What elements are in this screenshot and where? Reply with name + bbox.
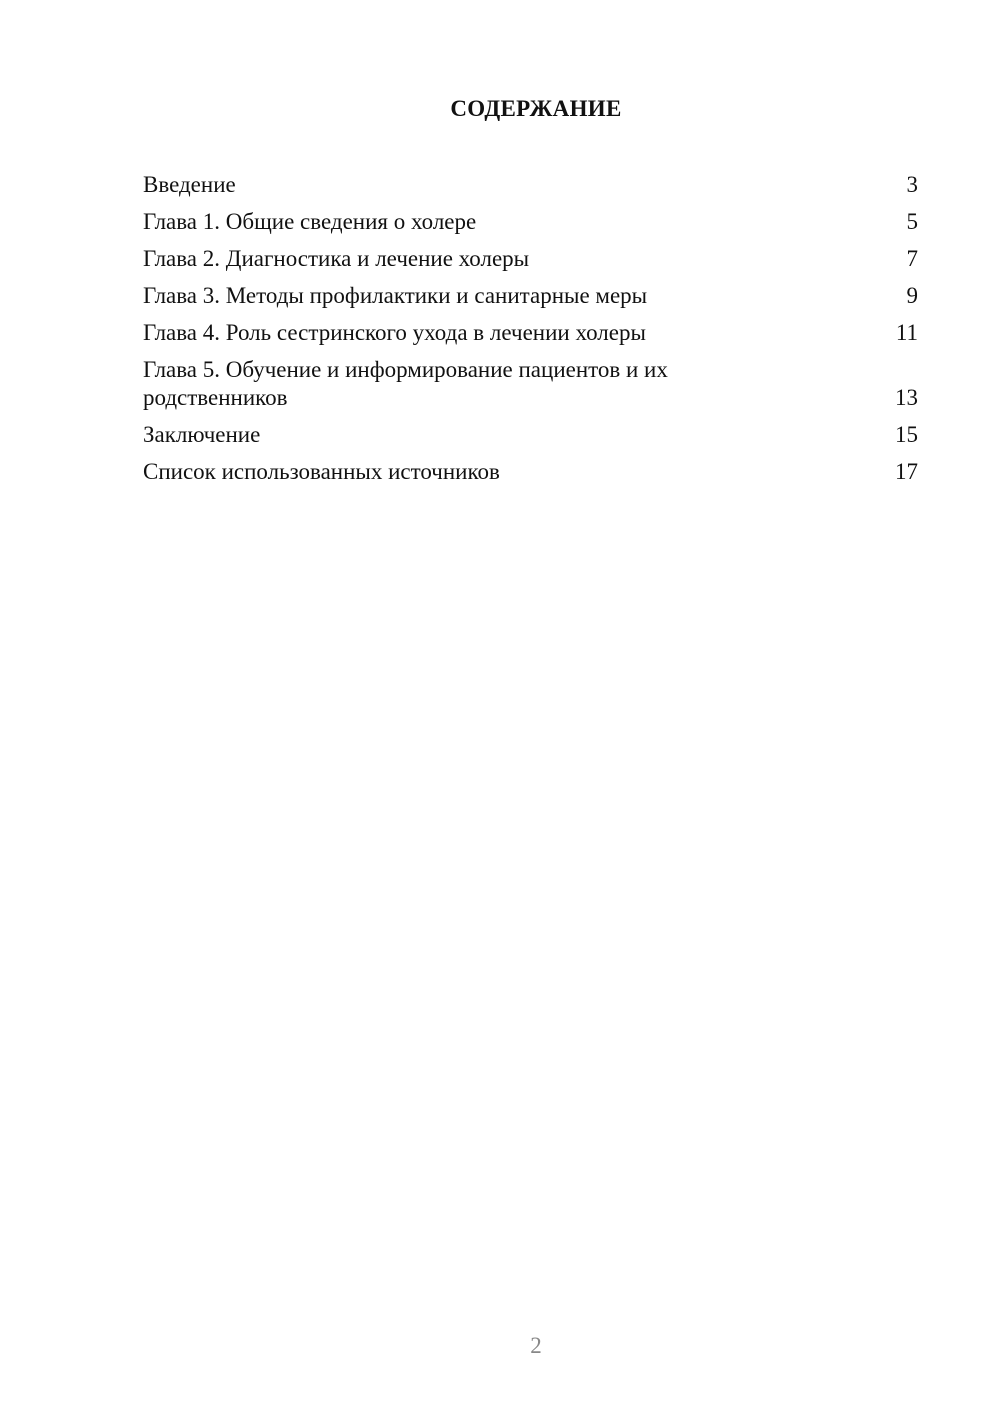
toc-item-chapter-1 [143,208,918,236]
toc-item-conclusion [143,421,918,449]
page-title: СОДЕРЖАНИЕ [450,96,622,121]
toc-item-page: 7 [906,246,918,271]
toc-item-chapter-5 [143,356,918,412]
toc-item-page: 9 [906,283,918,308]
toc-item-label: Список использованных источников [143,459,500,484]
toc-item-label: Глава 4. Роль сестринского ухода в лечении холеры [143,320,646,345]
toc-item-chapter-3 [143,282,918,310]
toc-item-page: 13 [895,385,918,410]
toc-item-page: 15 [895,422,918,447]
toc-item-chapter-2 [143,245,918,273]
page-number: 2 [530,1333,542,1358]
toc-item-introduction [143,171,918,199]
toc-item-label: Введение [143,172,236,197]
toc-item-label: Глава 5. Обучение и информирование пациентов и их родственников [143,357,668,410]
toc-item-label: Глава 1. Общие сведения о холере [143,209,477,234]
toc-item-page: 3 [906,172,918,197]
table-of-contents [143,171,918,495]
toc-item-references [143,458,918,486]
toc-item-page: 17 [895,459,918,484]
toc-item-chapter-4 [143,319,918,347]
toc-item-label: Глава 3. Методы профилактики и санитарные меры [143,283,648,308]
toc-item-page: 11 [895,320,918,345]
toc-item-page: 5 [906,209,918,234]
toc-item-label: Заключение [143,422,261,447]
toc-item-label: Глава 2. Диагностика и лечение холеры [143,246,530,271]
